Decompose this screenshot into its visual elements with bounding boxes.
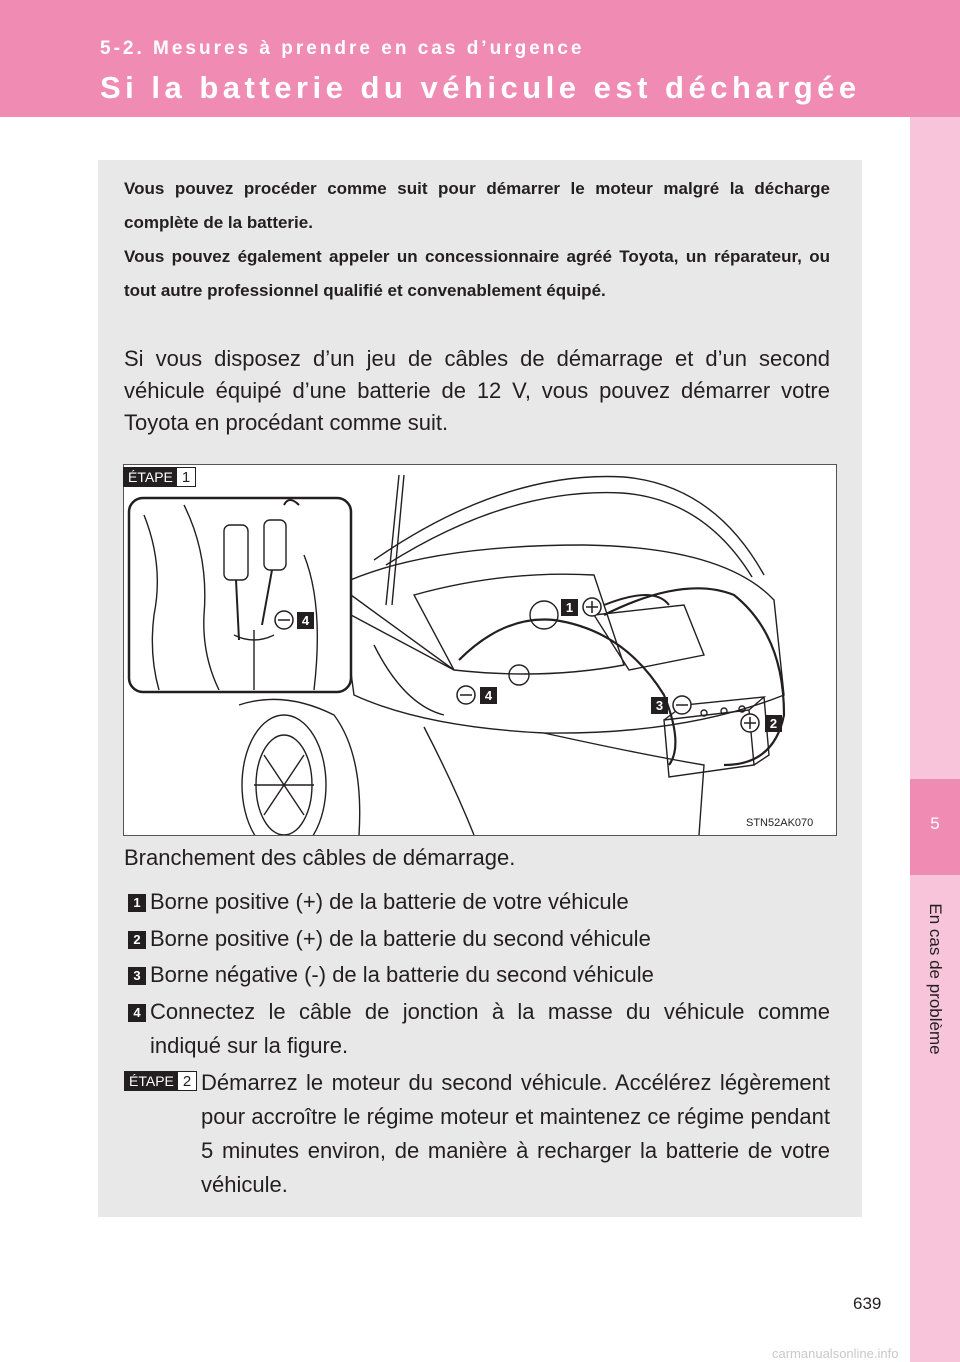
legend-marker-1: 1 bbox=[128, 894, 146, 912]
legend-marker-3: 3 bbox=[128, 967, 146, 985]
intro-block bbox=[124, 172, 830, 308]
legend-item-1 bbox=[128, 885, 830, 919]
step-2-number: 2 bbox=[182, 1073, 192, 1090]
header-band bbox=[0, 0, 960, 117]
page-title: Si la batterie du véhicule est déchargée bbox=[100, 70, 861, 105]
chapter-title: En cas de problème bbox=[926, 903, 945, 1055]
step-1-word: ÉTAPE bbox=[124, 468, 177, 486]
chapter-side-tab bbox=[910, 117, 960, 1362]
legend-item-4 bbox=[128, 995, 830, 1063]
callout-2: 2 bbox=[769, 716, 778, 731]
legend-marker-2: 2 bbox=[128, 931, 146, 949]
intro-paragraph-1: Vous pouvez procéder comme suit pour démarrer le moteur malgré la décharge complète de la batterie. bbox=[124, 179, 830, 232]
step-1-number: 1 bbox=[181, 469, 191, 486]
lead-paragraph: Si vous disposez d’un jeu de câbles de démarrage et d’un second véhicule équipé d’une batterie de 12 V, vous pouvez démarrer votre Toyota en procédant comme suit. bbox=[124, 346, 830, 435]
legend-text-1: Borne positive (+) de la batterie de votre véhicule bbox=[150, 889, 629, 914]
legend-item-2 bbox=[128, 922, 830, 956]
step-2-text: Démarrez le moteur du second véhicule. Accélérez légèrement pour accroître le régime moteur et maintenez ce régime pendant 5 minutes environ, de manière à recharger la batterie de votre véhicule. bbox=[201, 1070, 830, 1197]
step-1-badge bbox=[123, 467, 196, 487]
figure-code: STN52AK070 bbox=[746, 817, 814, 829]
legend-marker-4: 4 bbox=[128, 1004, 146, 1022]
page-number: 639 bbox=[853, 1294, 882, 1313]
intro-paragraph-2: Vous pouvez également appeler un concessionnaire agréé Toyota, un réparateur, ou tout autre professionnel qualifié et convenablement équipé. bbox=[124, 247, 830, 300]
chapter-number: 5 bbox=[930, 814, 940, 833]
watermark: carmanualsonline.info bbox=[772, 1346, 899, 1361]
jump-start-illustration bbox=[123, 464, 837, 836]
step-2-badge bbox=[124, 1071, 197, 1091]
callout-3: 3 bbox=[655, 698, 664, 713]
engine-bay-drawing bbox=[124, 465, 836, 835]
figure-caption: Branchement des câbles de démarrage. bbox=[124, 845, 516, 870]
legend-text-3: Borne négative (-) de la batterie du second véhicule bbox=[150, 962, 654, 987]
callout-4-inset: 4 bbox=[301, 613, 310, 628]
section-label: 5-2. Mesures à prendre en cas d’urgence bbox=[100, 38, 585, 59]
callout-1: 1 bbox=[565, 600, 574, 615]
step-2-word: ÉTAPE bbox=[125, 1072, 178, 1090]
legend-item-3 bbox=[128, 958, 830, 992]
legend-text-2: Borne positive (+) de la batterie du second véhicule bbox=[150, 926, 651, 951]
callout-4: 4 bbox=[484, 688, 493, 703]
legend-text-4: Connectez le câble de jonction à la masse du véhicule comme indiqué sur la figure. bbox=[150, 999, 830, 1058]
